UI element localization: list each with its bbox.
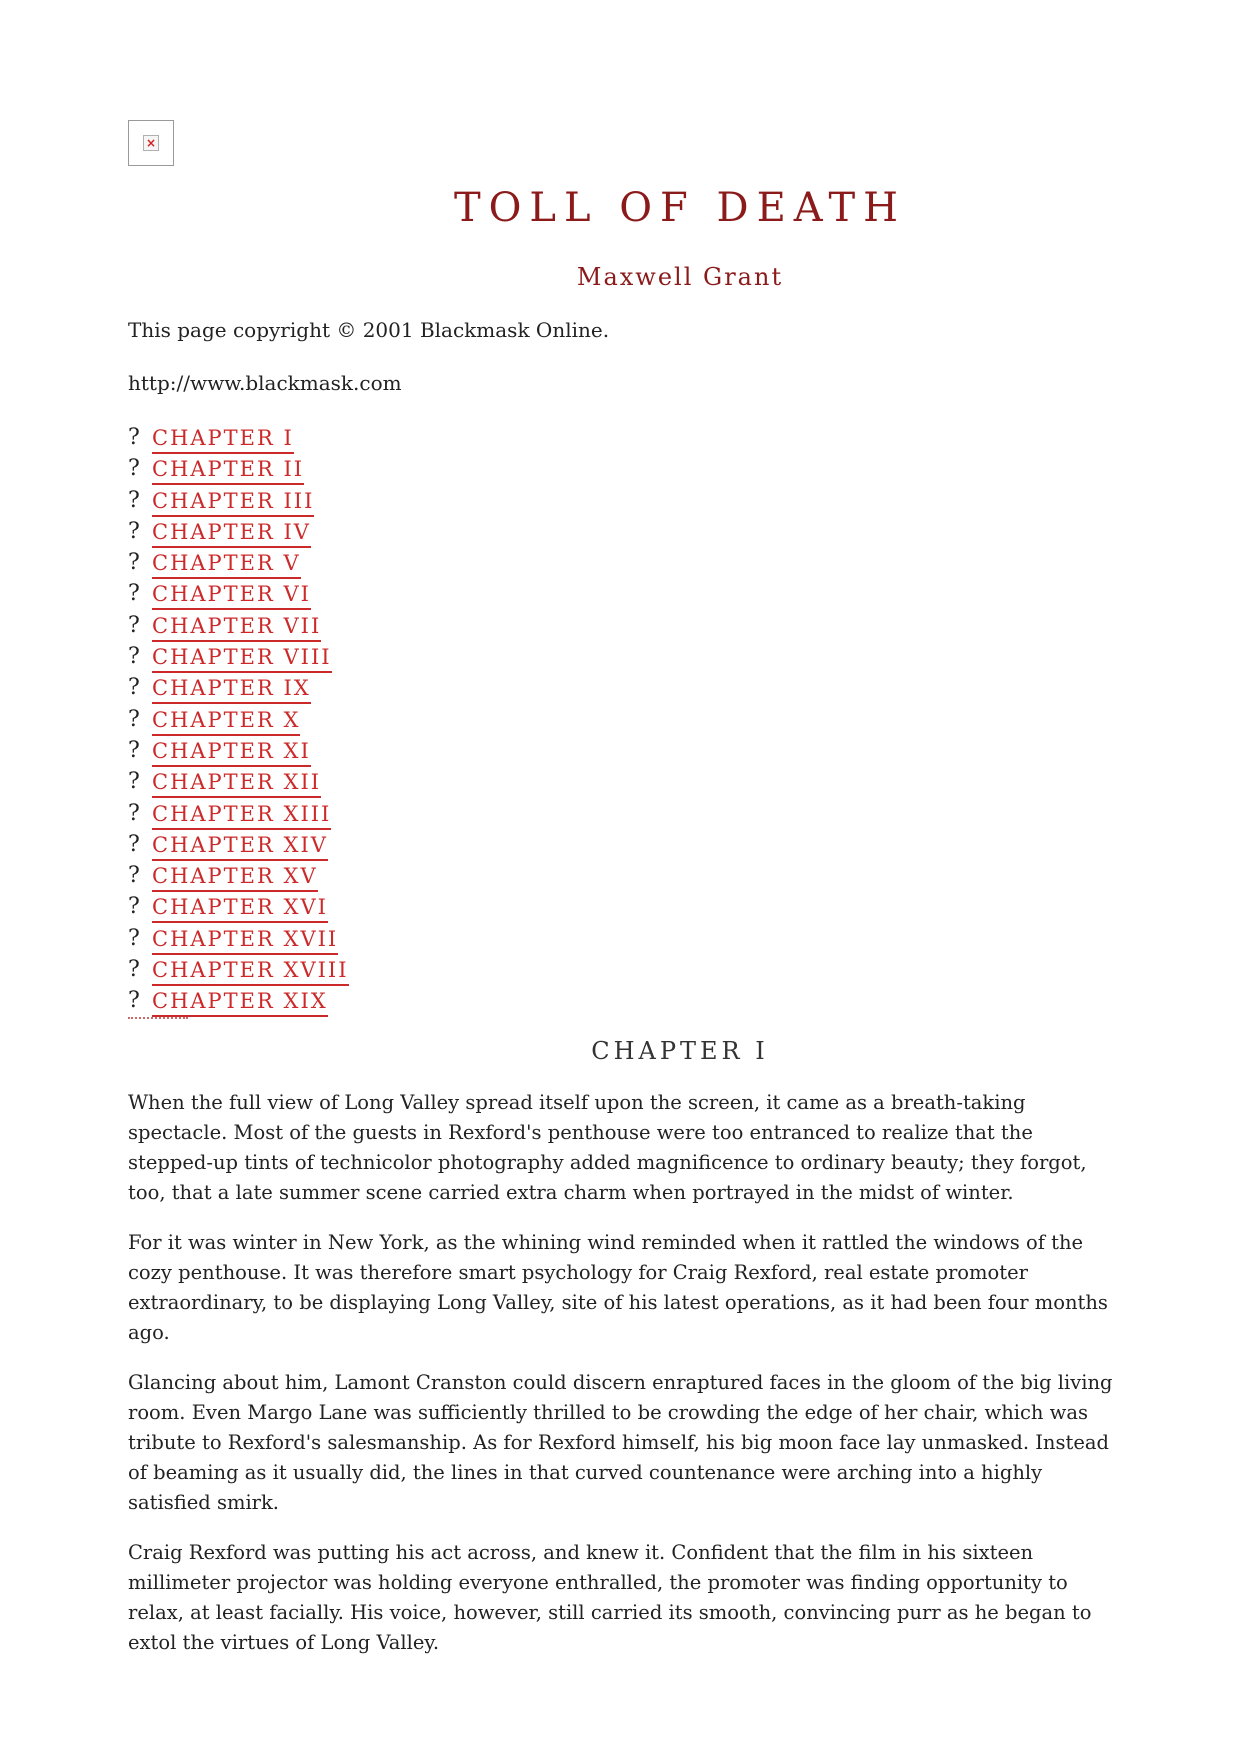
broken-image-icon: × <box>143 135 159 151</box>
toc-item <box>128 988 349 1019</box>
toc-bullet: ? <box>128 612 140 638</box>
table-of-contents <box>128 425 349 1020</box>
toc-bullet: ? <box>128 644 140 670</box>
toc-bullet: ? <box>128 737 140 763</box>
toc-link-chapter-17[interactable]: CHAPTER XVII <box>152 926 338 955</box>
chapter-paragraph: When the full view of Long Valley spread itself upon the screen, it came as a breath-taking spectacle. Most of the guests in Rexford's penthouse were too entranced to realize that the stepped-up tints of technicolor photography added magnificence to ordinary beauty; they forgot, too, that a late summer scene carried extra charm when portrayed in the midst of winter. <box>128 1091 1087 1204</box>
toc-link-chapter-2[interactable]: CHAPTER II <box>152 456 304 485</box>
toc-link-chapter-14[interactable]: CHAPTER XIV <box>152 832 328 861</box>
toc-bullet: ? <box>128 425 140 450</box>
toc-link-chapter-15[interactable]: CHAPTER XV <box>152 863 318 892</box>
toc-bullet: ? <box>128 894 140 920</box>
toc-item <box>128 581 349 612</box>
chapter-paragraph: Craig Rexford was putting his act across, and knew it. Confident that the film in his sixteen millimeter projector was holding everyone enthralled, the promoter was finding opportunity to relax, at least facially. His voice, however, still carried its smooth, convincing purr as he began to extol the virtues of Long Valley. <box>128 1541 1092 1654</box>
chapter-paragraph: For it was winter in New York, as the whining wind reminded when it rattled the windows of the cozy penthouse. It was therefore smart psychology for Craig Rexford, real estate promoter extraordinary, to be displaying Long Valley, site of his latest operations, as it had been four months ago. <box>128 1231 1108 1344</box>
toc-item <box>128 425 349 456</box>
toc-bullet: ? <box>128 988 140 1014</box>
toc-link-chapter-7[interactable]: CHAPTER VII <box>152 613 321 642</box>
toc-link-chapter-9[interactable]: CHAPTER IX <box>152 675 311 704</box>
toc-link-chapter-13[interactable]: CHAPTER XIII <box>152 801 331 830</box>
toc-item <box>128 707 349 738</box>
toc-bullet: ? <box>128 706 140 732</box>
toc-link-chapter-6[interactable]: CHAPTER VI <box>152 581 311 610</box>
toc-item <box>128 926 349 957</box>
toc-item <box>128 456 349 487</box>
toc-item <box>128 769 349 800</box>
book-title: TOLL OF DEATH <box>453 185 907 231</box>
toc-item <box>128 863 349 894</box>
toc-bullet: ? <box>128 925 140 951</box>
toc-link-chapter-3[interactable]: CHAPTER III <box>152 488 314 517</box>
book-author: Maxwell Grant <box>576 263 784 291</box>
toc-bullet: ? <box>128 675 140 701</box>
site-url: http://www.blackmask.com <box>128 371 402 395</box>
chapter-paragraph: Glancing about him, Lamont Cranston could discern enraptured faces in the gloom of the big living room. Even Margo Lane was sufficiently thrilled to be crowding the edge of her chair, which was tribute to Rexford's salesmanship. As for Rexford himself, his big moon face lay unmasked. Instead of beaming as it usually did, the lines in that curved countenance were arching into a highly satisfied smirk. <box>128 1371 1113 1514</box>
toc-bullet: ? <box>128 518 140 544</box>
toc-bullet: ? <box>128 831 140 857</box>
toc-link-chapter-5[interactable]: CHAPTER V <box>152 550 301 579</box>
toc-link-chapter-1[interactable]: CHAPTER I <box>152 425 294 454</box>
toc-bullet: ? <box>128 800 140 826</box>
toc-item <box>128 488 349 519</box>
broken-image-placeholder <box>128 120 174 166</box>
toc-link-chapter-19[interactable]: CHAPTER XIX <box>152 988 328 1017</box>
toc-link-chapter-10[interactable]: CHAPTER X <box>152 707 300 736</box>
toc-bullet: ? <box>128 487 140 513</box>
toc-item <box>128 519 349 550</box>
toc-item <box>128 675 349 706</box>
toc-clipped-edge <box>128 1017 188 1022</box>
toc-bullet: ? <box>128 550 140 576</box>
toc-bullet: ? <box>128 581 140 607</box>
toc-bullet: ? <box>128 957 140 983</box>
toc-item <box>128 738 349 769</box>
toc-link-chapter-12[interactable]: CHAPTER XII <box>152 769 321 798</box>
copyright-notice: This page copyright © 2001 Blackmask Online. <box>128 318 610 342</box>
toc-link-chapter-18[interactable]: CHAPTER XVIII <box>152 957 349 986</box>
toc-bullet: ? <box>128 863 140 889</box>
toc-bullet: ? <box>128 456 140 482</box>
toc-item <box>128 894 349 925</box>
toc-link-chapter-4[interactable]: CHAPTER IV <box>152 519 311 548</box>
toc-bullet: ? <box>128 769 140 795</box>
toc-item <box>128 644 349 675</box>
toc-item <box>128 801 349 832</box>
toc-item <box>128 957 349 988</box>
toc-link-chapter-16[interactable]: CHAPTER XVI <box>152 894 328 923</box>
chapter-heading: CHAPTER I <box>591 1037 769 1065</box>
toc-item <box>128 550 349 581</box>
toc-link-chapter-8[interactable]: CHAPTER VIII <box>152 644 332 673</box>
toc-item <box>128 613 349 644</box>
toc-item <box>128 832 349 863</box>
toc-link-chapter-11[interactable]: CHAPTER XI <box>152 738 311 767</box>
chapter-body <box>128 1088 1118 1678</box>
